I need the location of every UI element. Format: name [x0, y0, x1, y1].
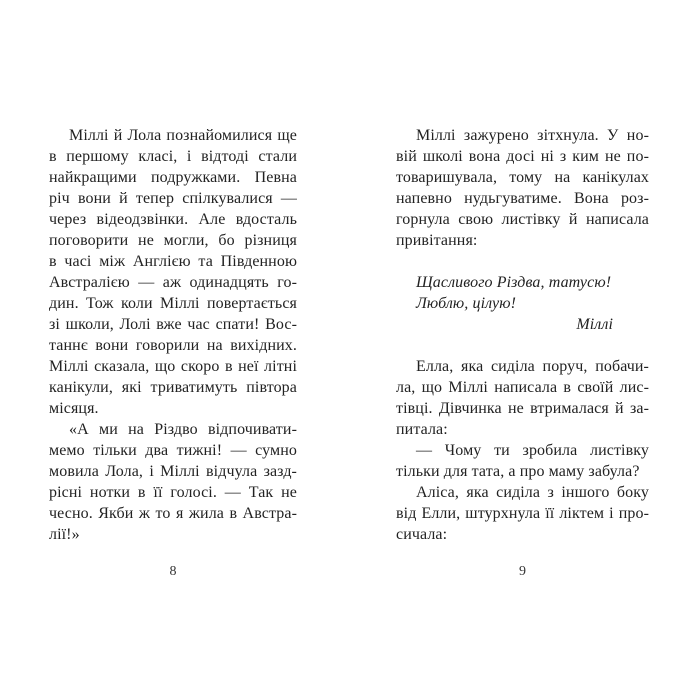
text-line: тівці. Дівчинка не втрималася й за- — [396, 400, 649, 417]
text-line: Елла, яка сиділа поруч, побачи- — [416, 358, 649, 375]
text-line: дин. Тож коли Міллі повертається — [49, 295, 297, 312]
letter-line: Щасливого Різдва, татусю! — [416, 274, 612, 291]
text-line: канікули, які триватимуть півтора — [49, 379, 297, 396]
text-line: мемо тільки два тижні! — сумно — [49, 442, 297, 459]
letter-signature: Міллі — [576, 316, 613, 333]
text-line: в часі між Англією та Південною — [49, 253, 297, 270]
text-line: таннє вони говорили на вихідних. — [49, 337, 297, 354]
page-left — [49, 0, 297, 700]
paragraph-gap — [396, 251, 649, 272]
page-number: 9 — [519, 564, 526, 579]
text-line: в першому класі, і відтоді стали — [49, 148, 297, 165]
text-line: рісні нотки в її голосі. — Так не — [49, 484, 297, 501]
text-line: Міллі сказала, що скоро в неї літні — [49, 358, 297, 375]
text-line: «А ми на Різдво відпочивати- — [69, 421, 297, 438]
text-line: від Елли, штурхнула її ліктем і про- — [396, 505, 649, 522]
text-line: лії!» — [49, 526, 80, 543]
text-line: Міллі зажурено зітхнула. У но- — [416, 127, 649, 144]
text-line: сичала: — [396, 526, 448, 543]
text-line: річ вони й тепер спілкувалися — — [49, 190, 297, 207]
text-line: привітання: — [396, 232, 478, 249]
text-line: Міллі й Лола познайомилися ще — [69, 127, 297, 144]
text-line: поговорити не могли, бо різниця — [49, 232, 297, 249]
page-body — [49, 125, 297, 545]
paragraph-gap — [396, 335, 649, 356]
text-line: напевно нудьгуватиме. Вона роз- — [396, 190, 649, 207]
text-line: ла, що Міллі написала в своїй лис- — [396, 379, 649, 396]
text-line: чесно. Якби ж то я жила в Австра- — [49, 505, 297, 522]
text-line: місяця. — [49, 400, 99, 417]
text-line: найкращими подружками. Певна — [49, 169, 297, 186]
text-line: через відеодзвінки. Але вдосталь — [49, 211, 297, 228]
text-line: тільки для тата, а про маму забула? — [396, 463, 640, 480]
page-body — [396, 125, 649, 545]
text-line: — Чому ти зробила листівку — [416, 442, 649, 459]
text-line: вій школі вона досі ні з ким не по- — [396, 148, 649, 165]
text-line: горнула свою листівку й написала — [396, 211, 649, 228]
letter-line: Люблю, цілую! — [416, 295, 517, 312]
text-line: зі школи, Лолі вже час спати! Вос- — [49, 316, 297, 333]
text-line: товаришувала, тому на канікулах — [396, 169, 649, 186]
page-right — [396, 0, 649, 700]
text-line: Аліса, яка сиділа з іншого боку — [416, 484, 649, 501]
text-line: Австралією — аж одинадцять го- — [49, 274, 297, 291]
page-number: 8 — [169, 564, 177, 579]
text-line: мовила Лола, і Міллі відчула зазд- — [49, 463, 297, 480]
text-line: питала: — [396, 421, 448, 438]
